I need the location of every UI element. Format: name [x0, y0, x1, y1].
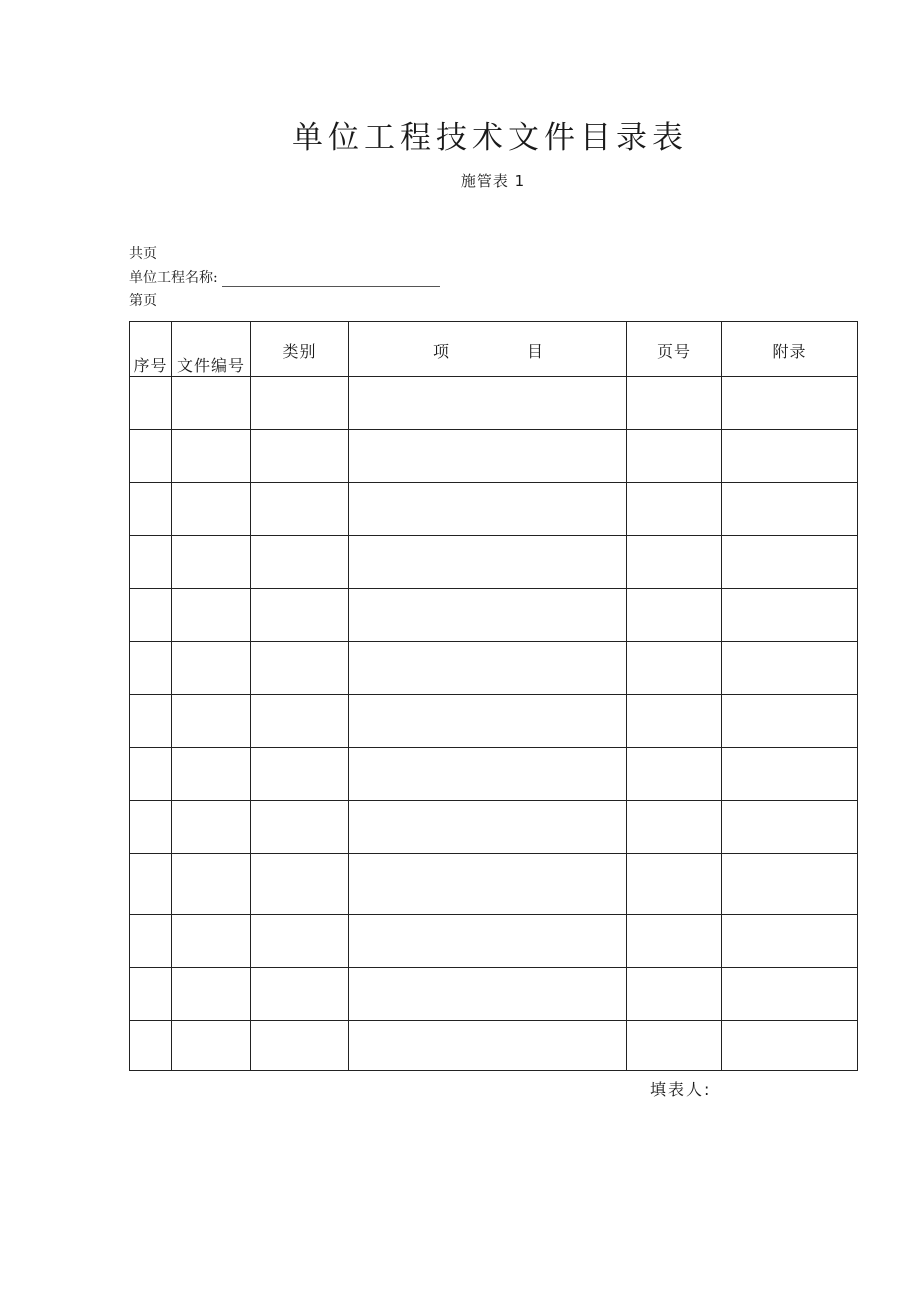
cell-category[interactable]	[251, 483, 349, 536]
cell-page-no[interactable]	[627, 536, 722, 589]
cell-file-no[interactable]	[172, 536, 251, 589]
cell-seq[interactable]	[130, 589, 172, 642]
table-row	[130, 430, 858, 483]
cell-page-no[interactable]	[627, 377, 722, 430]
cell-category[interactable]	[251, 430, 349, 483]
cell-file-no[interactable]	[172, 642, 251, 695]
table-row	[130, 536, 858, 589]
cell-item[interactable]	[349, 695, 627, 748]
cell-seq[interactable]	[130, 801, 172, 854]
form-code: 施管表 1	[460, 172, 526, 190]
table-row	[130, 801, 858, 854]
cell-file-no[interactable]	[172, 695, 251, 748]
cell-category[interactable]	[251, 377, 349, 430]
cell-page-no[interactable]	[627, 642, 722, 695]
cell-file-no[interactable]	[172, 430, 251, 483]
cell-page-no[interactable]	[627, 915, 722, 968]
cell-item[interactable]	[349, 430, 627, 483]
cell-page-no[interactable]	[627, 589, 722, 642]
table-header-row	[130, 322, 858, 377]
cell-appendix[interactable]	[722, 915, 858, 968]
page-number-label: 第页	[129, 293, 157, 309]
cell-item[interactable]	[349, 483, 627, 536]
header-file-no: 文件编号	[172, 322, 251, 377]
cell-appendix[interactable]	[722, 968, 858, 1021]
cell-appendix[interactable]	[722, 430, 858, 483]
table-row	[130, 642, 858, 695]
cell-file-no[interactable]	[172, 748, 251, 801]
cell-file-no[interactable]	[172, 589, 251, 642]
header-page-no: 页号	[627, 322, 722, 377]
cell-seq[interactable]	[130, 915, 172, 968]
cell-appendix[interactable]	[722, 536, 858, 589]
project-name-field[interactable]	[222, 272, 440, 287]
cell-category[interactable]	[251, 589, 349, 642]
table-row	[130, 377, 858, 430]
cell-appendix[interactable]	[722, 377, 858, 430]
cell-appendix[interactable]	[722, 748, 858, 801]
header-category: 类别	[251, 322, 349, 377]
header-item: 项 目	[349, 322, 627, 377]
header-seq: 序号	[130, 322, 172, 377]
cell-seq[interactable]	[130, 1021, 172, 1071]
cell-item[interactable]	[349, 589, 627, 642]
cell-page-no[interactable]	[627, 483, 722, 536]
cell-file-no[interactable]	[172, 483, 251, 536]
cell-item[interactable]	[349, 748, 627, 801]
cell-seq[interactable]	[130, 536, 172, 589]
cell-seq[interactable]	[130, 483, 172, 536]
table-row	[130, 589, 858, 642]
cell-category[interactable]	[251, 748, 349, 801]
cell-seq[interactable]	[130, 642, 172, 695]
cell-seq[interactable]	[130, 968, 172, 1021]
cell-file-no[interactable]	[172, 801, 251, 854]
cell-seq[interactable]	[130, 854, 172, 915]
cell-file-no[interactable]	[172, 968, 251, 1021]
cell-category[interactable]	[251, 854, 349, 915]
cell-file-no[interactable]	[172, 915, 251, 968]
cell-item[interactable]	[349, 968, 627, 1021]
cell-item[interactable]	[349, 854, 627, 915]
table-row	[130, 1021, 858, 1071]
cell-file-no[interactable]	[172, 377, 251, 430]
cell-file-no[interactable]	[172, 1021, 251, 1071]
cell-category[interactable]	[251, 801, 349, 854]
cell-page-no[interactable]	[627, 968, 722, 1021]
cell-appendix[interactable]	[722, 589, 858, 642]
cell-category[interactable]	[251, 695, 349, 748]
cell-appendix[interactable]	[722, 801, 858, 854]
cell-item[interactable]	[349, 642, 627, 695]
total-pages-label: 共页	[129, 246, 157, 262]
cell-category[interactable]	[251, 536, 349, 589]
cell-item[interactable]	[349, 1021, 627, 1071]
cell-appendix[interactable]	[722, 1021, 858, 1071]
cell-appendix[interactable]	[722, 854, 858, 915]
cell-seq[interactable]	[130, 430, 172, 483]
cell-page-no[interactable]	[627, 854, 722, 915]
cell-category[interactable]	[251, 1021, 349, 1071]
header-appendix: 附录	[722, 322, 858, 377]
table-row	[130, 915, 858, 968]
cell-seq[interactable]	[130, 695, 172, 748]
cell-item[interactable]	[349, 801, 627, 854]
cell-seq[interactable]	[130, 748, 172, 801]
cell-appendix[interactable]	[722, 483, 858, 536]
file-index-table	[129, 321, 858, 1071]
cell-page-no[interactable]	[627, 695, 722, 748]
cell-page-no[interactable]	[627, 748, 722, 801]
table-row	[130, 483, 858, 536]
cell-item[interactable]	[349, 915, 627, 968]
cell-file-no[interactable]	[172, 854, 251, 915]
project-name-row	[129, 267, 440, 287]
cell-appendix[interactable]	[722, 642, 858, 695]
cell-page-no[interactable]	[627, 1021, 722, 1071]
table-row	[130, 695, 858, 748]
cell-item[interactable]	[349, 377, 627, 430]
filler-label: 填表人:	[650, 1080, 712, 1099]
cell-page-no[interactable]	[627, 801, 722, 854]
table-row	[130, 854, 858, 915]
table-row	[130, 748, 858, 801]
cell-category[interactable]	[251, 915, 349, 968]
table-row	[130, 968, 858, 1021]
table-body	[130, 377, 858, 1071]
cell-appendix[interactable]	[722, 695, 858, 748]
page-title: 单位工程技术文件目录表	[292, 120, 688, 156]
cell-page-no[interactable]	[627, 430, 722, 483]
cell-category[interactable]	[251, 642, 349, 695]
cell-category[interactable]	[251, 968, 349, 1021]
cell-seq[interactable]	[130, 377, 172, 430]
project-name-label: 单位工程名称:	[129, 270, 218, 286]
cell-item[interactable]	[349, 536, 627, 589]
